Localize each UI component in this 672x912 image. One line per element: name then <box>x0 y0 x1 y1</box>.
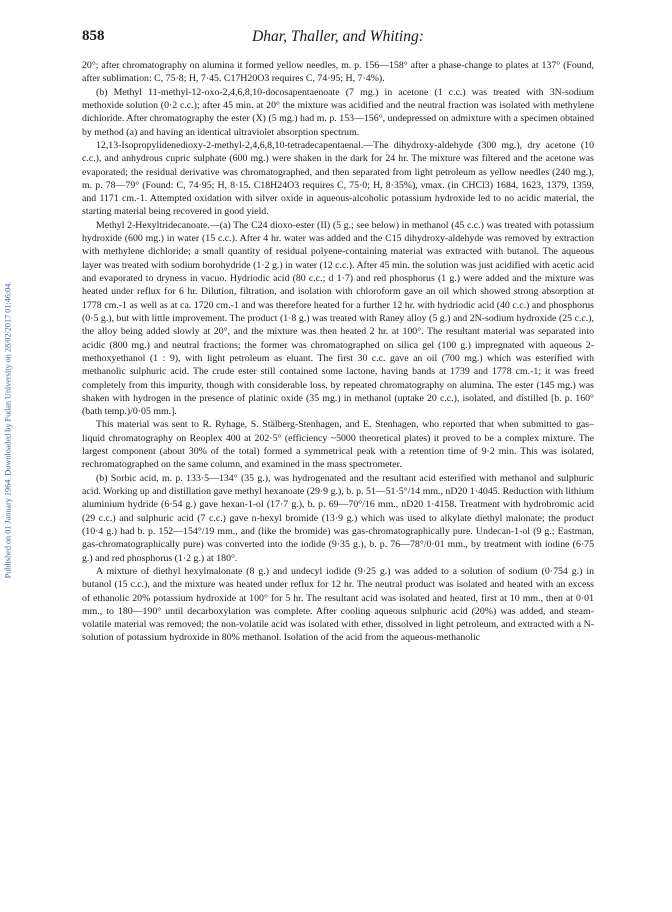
download-notice-text: Published on 01 January 1964. Downloaded by Fudan University on 28/02/2017 01:46:04. <box>3 281 13 579</box>
paragraph: 12,13-Isopropylidenedioxy-2-methyl-2,4,6,8,10-tetradecapentaenal.—The dihydroxy-aldehyde (300 mg.), dry acetone (10 c.c.), and anhydrous cupric sulphate (600 mg.) were shaken in the dark for 24 hr. The mixture was filtered and the acetone was evaporated; the residual derivative was chromatographed, and then separated from light petroleum as yellow needles (240 mg.), m. p. 78—79° (Found: C, 74·95; H, 8·15. C18H24O3 requires C, 75·0; H, 8·35%), νmax. (in CHCl3) 1684, 1623, 1379, 1359, and 1171 cm.-1. Attempted oxidation with silver oxide in aqueous-alcoholic potassium hydroxide led to no acidic material, the starting material being recovered in good yield. <box>82 139 594 218</box>
page-number: 858 <box>82 28 105 44</box>
running-head: Dhar, Thaller, and Whiting: <box>252 28 424 45</box>
body-text <box>82 59 594 645</box>
paragraph: (b) Sorbic acid, m. p. 133·5—134° (35 g.), was hydrogenated and the resultant acid esterified with methanol and sulphuric acid. Working up and distillation gave methyl hexanoate (29·9 g.), b. p. 51—51·5°/14 mm., nD20 1·4045. Reduction with lithium aluminium hydride (6·54 g.) gave hexan-1-ol (17·7 g.), b. p. 69—70°/16 mm., nD20 1·4158. Treatment with hydrobromic acid (29 c.c.) and sulphuric acid (7 c.c.) gave n-hexyl bromide (13·9 g.) which was used to alkylate diethyl malonate; the product (10·4 g.) had b. p. 152—154°/19 mm., and (like the bromide) was gas-chromatographically pure. Undecan-1-ol (9 g.; Eastman, gas-chromatographically pure) was converted into the iodide (9·35 g.), b. p. 76—78°/0·01 mm., by treatment with iodine (6·75 g.) and red phosphorus (1·2 g.) at 180°. <box>82 472 594 564</box>
download-notice <box>0 150 16 710</box>
paragraph: A mixture of diethyl hexylmalonate (8 g.) and undecyl iodide (9·25 g.) was added to a solution of sodium (0·754 g.) in butanol (15 c.c.), and the mixture was heated under reflux for 12 hr. The neutral product was isolated and heated with an excess of ethanolic 20% potassium hydroxide at 100° for 5 hr. The resultant acid was isolated and heated, first at 10 mm., then at 0·01 mm., to 180—190° until decarboxylation was complete. After cooling aqueous sulphuric acid (20%) was added, and steam-volatile material was removed; the non-volatile acid was isolated with ether, dissolved in light petroleum, and extracted with a N-solution of potassium hydroxide in 80% methanol. Isolation of the acid from the aqueous-methanolic <box>82 565 594 644</box>
page-header <box>82 28 594 50</box>
paragraph: (b) Methyl 11-methyl-12-oxo-2,4,6,8,10-docosapentaenoate (7 mg.) in acetone (1 c.c.) was treated with 3N-sodium methoxide solution (0·2 c.c.); after 45 min. at 20° the mixture was acidified and the neutral fraction was isolated with methylene dichloride. After chromatography the ester (X) (5 mg.) had m. p. 153—156°, undepressed on admixture with a specimen obtained by method (a) and having an identical ultraviolet absorption spectrum. <box>82 86 594 138</box>
paragraph: This material was sent to R. Ryhage, S. Stälberg-Stenhagen, and E. Stenhagen, who reported that when submitted to gas–liquid chromatography on Reoplex 400 at 202·5° (efficiency ~5000 theoretical plates) it proved to be a complex mixture. The largest component (about 30% of the total) formed a symmetrical peak with a retention time of 9·2 min. This was isolated, rechromatographed on the same column, and examined in the mass spectrometer. <box>82 419 594 471</box>
paragraph: Methyl 2-Hexyltridecanoate.—(a) The C24 dioxo-ester (II) (5 g.; see below) in methanol (45 c.c.) was treated with potassium hydroxide (600 mg.) in water (15 c.c.). After 4 hr. water was added and the C15 dihydroxy-aldehyde was removed by extraction with methylene dichloride; a small quantity of residual polyene-containing material was extracted with butanol. The aqueous layer was treated with sodium borohydride (1·2 g.) in water (12 c.c.). After 45 min. the solution was just acidified with acetic acid and evaporated to dryness in vacuo. Hydriodic acid (80 c.c.; d 1·7) and red phosphorus (1 g.) were added and the mixture was heated under reflux for 6 hr. Dilution, filtration, and isolation with chloroform gave an oil which showed strong absorption at 1778 cm.-1 as well as at ca. 1720 cm.-1 and was therefore heated for a further 12 hr. with hydriodic acid (40 c.c.) and phosphorus (0·5 g.), but with little improvement. The product (1·8 g.) was treated with Raney alloy (5 g.) and 2N-sodium hydroxide (25 c.c.), the alloy being added slowly at 20°, and the mixture was then heated 2 hr. at 100°. The resultant material was separated into acidic (800 mg.) and neutral fractions; the former was chromatographed on silica gel (100 g.) impregnated with aqueous 2-methoxyethanol (1 : 9), with light petroleum as eluant. The first 30 c.c. gave an oil (700 mg.) which was esterified with methanolic sulphuric acid. The crude ester still contained some lactone, having bands at 1739 and 1778 cm.-1; it was freed completely from this impurity, though with considerable loss, by repeated chromatography on alumina. The ester (145 mg.) was shaken with hydrogen in the presence of platinic oxide (35 mg.) in methanol (uptake 20 c.c.), isolated, and distilled [b. p. 160° (bath temp.)/0·05 mm.]. <box>82 219 594 418</box>
paragraph: 20°; after chromatography on alumina it formed yellow needles, m. p. 156—158° after a phase-change to plates at 137° (Found, after sublimation: C, 75·8; H, 7·45. C17H20O3 requires C, 74·95; H, 7·4%). <box>82 60 594 85</box>
